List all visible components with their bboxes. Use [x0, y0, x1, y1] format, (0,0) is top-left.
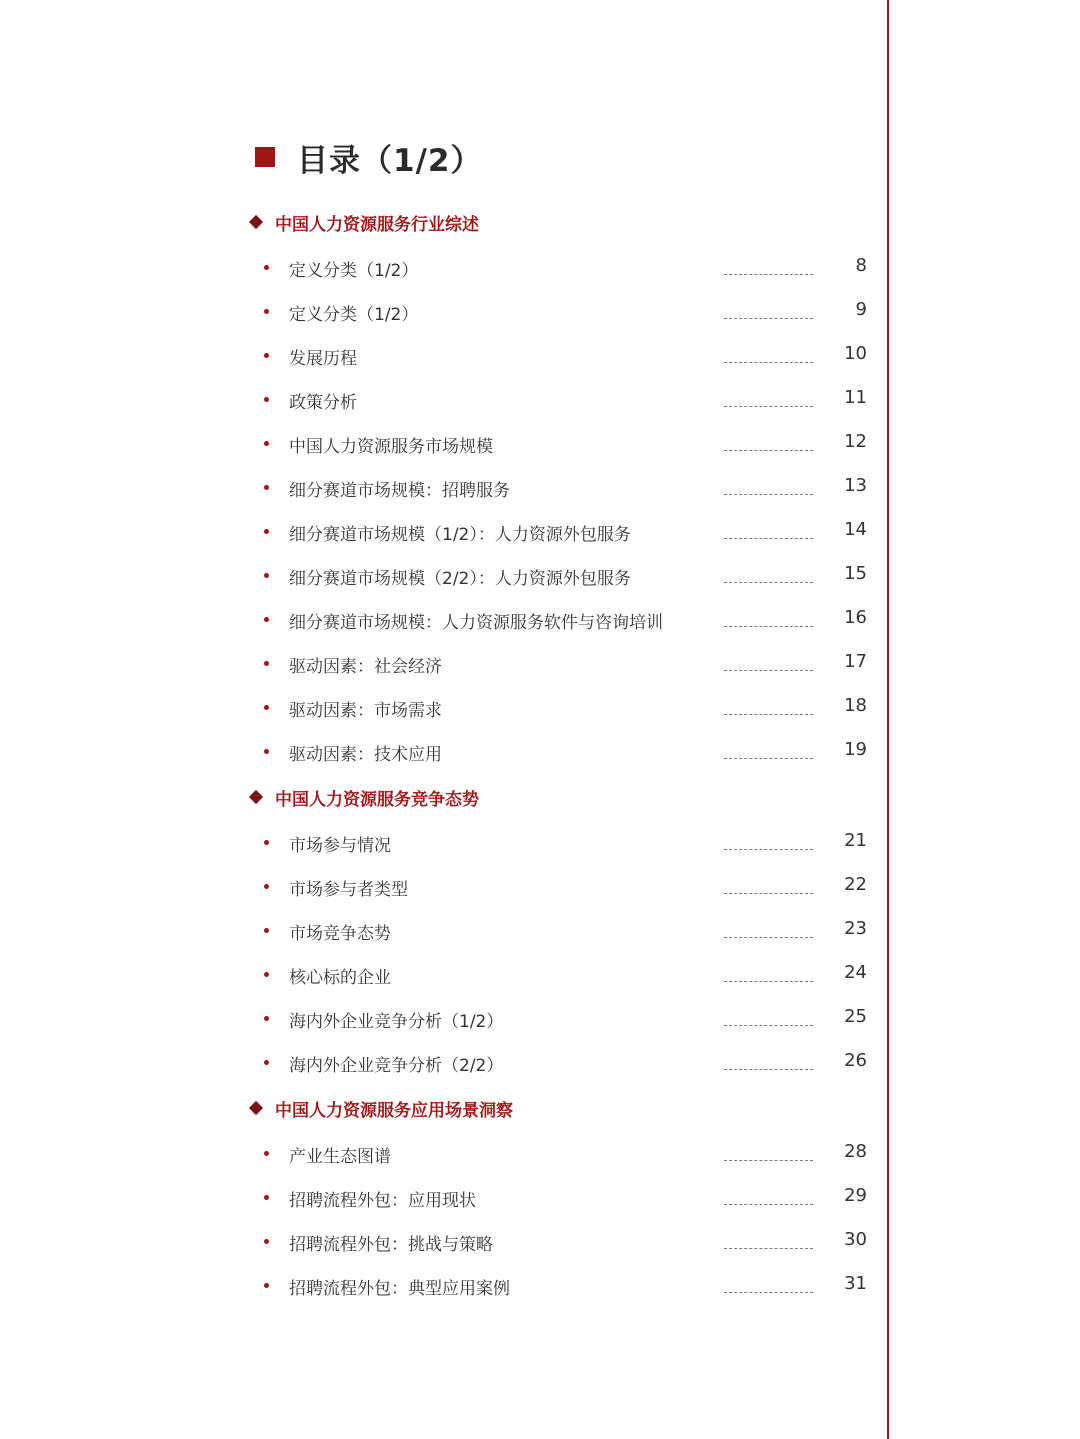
toc-entry[interactable] — [0, 429, 880, 459]
dot-bullet-icon — [264, 529, 269, 534]
dot-bullet-icon — [264, 617, 269, 622]
dot-bullet-icon — [264, 1151, 269, 1156]
toc-entry-label: 中国人力资源服务市场规模 — [289, 437, 493, 457]
toc-entry-page-number: 18 — [844, 695, 867, 716]
toc-entry[interactable] — [0, 872, 880, 902]
dotted-leader — [724, 1248, 813, 1249]
dot-bullet-icon — [264, 397, 269, 402]
dot-bullet-icon — [264, 353, 269, 358]
dot-bullet-icon — [264, 705, 269, 710]
dot-bullet-icon — [264, 1283, 269, 1288]
toc-entry-label: 海内外企业竞争分析（2/2） — [289, 1056, 504, 1076]
dotted-leader — [724, 893, 813, 894]
toc-entry-page-number: 22 — [844, 874, 867, 895]
toc-entry-page-number: 13 — [844, 475, 867, 496]
toc-entry-label: 市场竞争态势 — [289, 924, 391, 944]
toc-entry-label: 定义分类（1/2） — [289, 261, 419, 281]
toc-entry-label: 招聘流程外包：挑战与策略 — [289, 1235, 493, 1255]
toc-entry[interactable] — [0, 517, 880, 547]
toc-entry-label: 细分赛道市场规模（2/2）：人力资源外包服务 — [289, 569, 631, 589]
toc-entry[interactable] — [0, 693, 880, 723]
toc-entry[interactable] — [0, 561, 880, 591]
title-square-icon — [255, 147, 275, 167]
section-title: 中国人力资源服务竞争态势 — [275, 789, 479, 810]
section-title: 中国人力资源服务应用场景洞察 — [275, 1100, 513, 1121]
toc-entry-page-number: 14 — [844, 519, 867, 540]
toc-entry-page-number: 30 — [844, 1229, 867, 1250]
right-margin-rule — [887, 0, 889, 1439]
dotted-leader — [724, 758, 813, 759]
toc-entry[interactable] — [0, 649, 880, 679]
toc-entry-label: 定义分类（1/2） — [289, 305, 419, 325]
dot-bullet-icon — [264, 1195, 269, 1200]
toc-entry[interactable] — [0, 473, 880, 503]
dotted-leader — [724, 406, 813, 407]
section-heading[interactable] — [248, 1093, 513, 1123]
dotted-leader — [724, 981, 813, 982]
diamond-bullet-icon — [249, 790, 263, 804]
toc-entry-page-number: 25 — [844, 1006, 867, 1027]
toc-entry-page-number: 16 — [844, 607, 867, 628]
toc-entry[interactable] — [0, 605, 880, 635]
dotted-leader — [724, 670, 813, 671]
dotted-leader — [724, 538, 813, 539]
dotted-leader — [724, 1292, 813, 1293]
toc-entry-page-number: 11 — [844, 387, 867, 408]
page-title-row — [255, 132, 482, 182]
dot-bullet-icon — [264, 1060, 269, 1065]
toc-entry[interactable] — [0, 737, 880, 767]
toc-entry-label: 驱动因素：技术应用 — [289, 745, 442, 765]
toc-entry-page-number: 15 — [844, 563, 867, 584]
dotted-leader — [724, 274, 813, 275]
toc-entry-label: 核心标的企业 — [289, 968, 391, 988]
toc-entry-page-number: 26 — [844, 1050, 867, 1071]
toc-entry[interactable] — [0, 1004, 880, 1034]
toc-entry-label: 市场参与者类型 — [289, 880, 408, 900]
toc-entry[interactable] — [0, 1271, 880, 1301]
toc-entry-page-number: 12 — [844, 431, 867, 452]
dotted-leader — [724, 714, 813, 715]
dot-bullet-icon — [264, 749, 269, 754]
toc-entry-page-number: 19 — [844, 739, 867, 760]
toc-entry-label: 发展历程 — [289, 349, 357, 369]
toc-entry-label: 产业生态图谱 — [289, 1147, 391, 1167]
dot-bullet-icon — [264, 573, 269, 578]
dotted-leader — [724, 937, 813, 938]
toc-entry[interactable] — [0, 253, 880, 283]
dot-bullet-icon — [264, 1239, 269, 1244]
dot-bullet-icon — [264, 441, 269, 446]
toc-entry-label: 市场参与情况 — [289, 836, 391, 856]
dot-bullet-icon — [264, 840, 269, 845]
toc-entry[interactable] — [0, 1139, 880, 1169]
toc-entry[interactable] — [0, 828, 880, 858]
toc-entry-page-number: 9 — [855, 299, 867, 320]
toc-entry[interactable] — [0, 960, 880, 990]
toc-entry-label: 细分赛道市场规模：招聘服务 — [289, 481, 510, 501]
dotted-leader — [724, 1204, 813, 1205]
toc-entry-page-number: 28 — [844, 1141, 867, 1162]
section-heading[interactable] — [248, 782, 479, 812]
toc-entry-label: 招聘流程外包：典型应用案例 — [289, 1279, 510, 1299]
toc-entry-page-number: 29 — [844, 1185, 867, 1206]
dot-bullet-icon — [264, 661, 269, 666]
toc-entry-label: 驱动因素：社会经济 — [289, 657, 442, 677]
dotted-leader — [724, 1069, 813, 1070]
toc-entry-page-number: 24 — [844, 962, 867, 983]
dotted-leader — [724, 1025, 813, 1026]
page-title: 目录（1/2） — [297, 142, 483, 179]
toc-entry-label: 招聘流程外包：应用现状 — [289, 1191, 476, 1211]
dotted-leader — [724, 1160, 813, 1161]
dot-bullet-icon — [264, 972, 269, 977]
dotted-leader — [724, 494, 813, 495]
toc-entry-label: 细分赛道市场规模：人力资源服务软件与咨询培训 — [289, 613, 663, 633]
toc-entry-page-number: 21 — [844, 830, 867, 851]
dot-bullet-icon — [264, 309, 269, 314]
dot-bullet-icon — [264, 265, 269, 270]
toc-entry[interactable] — [0, 341, 880, 371]
dot-bullet-icon — [264, 928, 269, 933]
toc-entry-page-number: 23 — [844, 918, 867, 939]
toc-entry[interactable] — [0, 297, 880, 327]
dot-bullet-icon — [264, 884, 269, 889]
toc-entry-label: 海内外企业竞争分析（1/2） — [289, 1012, 504, 1032]
toc-entry[interactable] — [0, 1048, 880, 1078]
diamond-bullet-icon — [249, 1101, 263, 1115]
toc-entry-page-number: 17 — [844, 651, 867, 672]
toc-entry-page-number: 31 — [844, 1273, 867, 1294]
toc-entry-page-number: 8 — [855, 255, 867, 276]
dot-bullet-icon — [264, 1016, 269, 1021]
toc-entry[interactable] — [0, 916, 880, 946]
section-title: 中国人力资源服务行业综述 — [275, 214, 479, 235]
dotted-leader — [724, 362, 813, 363]
dotted-leader — [724, 849, 813, 850]
dotted-leader — [724, 450, 813, 451]
dotted-leader — [724, 582, 813, 583]
toc-entry-label: 政策分析 — [289, 393, 357, 413]
dotted-leader — [724, 318, 813, 319]
toc-entry[interactable] — [0, 385, 880, 415]
diamond-bullet-icon — [249, 215, 263, 229]
toc-entry-page-number: 10 — [844, 343, 867, 364]
toc-entry-label: 细分赛道市场规模（1/2）：人力资源外包服务 — [289, 525, 631, 545]
toc-entry-label: 驱动因素：市场需求 — [289, 701, 442, 721]
toc-entry[interactable] — [0, 1183, 880, 1213]
dotted-leader — [724, 626, 813, 627]
dot-bullet-icon — [264, 485, 269, 490]
section-heading[interactable] — [248, 207, 479, 237]
toc-entry[interactable] — [0, 1227, 880, 1257]
